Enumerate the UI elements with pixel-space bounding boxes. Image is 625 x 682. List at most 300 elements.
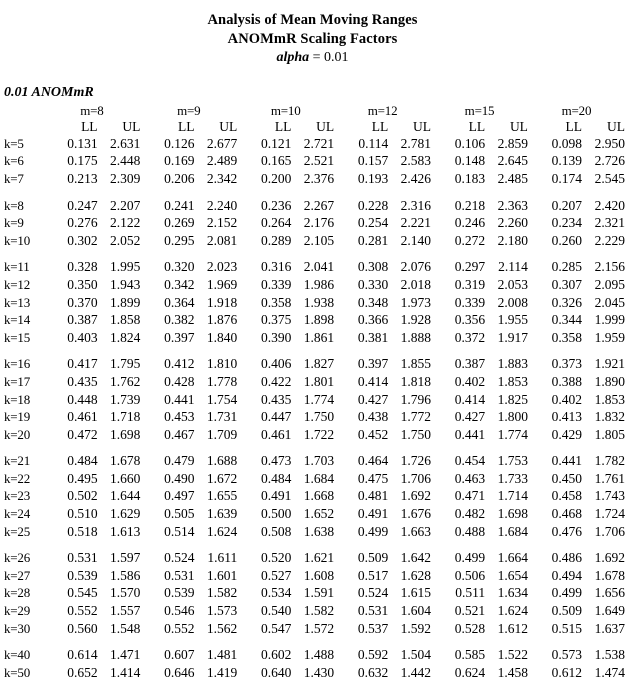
cell-k9-m10-ul: 2.176 [303,215,335,231]
cell-k17-m20-ul: 1.890 [594,373,625,389]
row-label-k11: k=11 [4,259,30,275]
row-group-spacer [4,347,625,356]
spacer-cell [4,250,625,259]
sub-header-m8-ul: UL [122,119,141,134]
cell-k28-m10-ll: 0.534 [260,585,292,601]
table-row [4,426,625,444]
cell-k11-m9-ul: 2.023 [206,259,238,275]
cell-k11-m9-ll: 0.320 [164,259,195,275]
cell-k10-m12-ll: 0.281 [357,232,389,248]
cell-k29-m15-ll: 0.521 [454,603,486,619]
cell-k21-m8-ul: 1.678 [110,453,141,469]
cell-k19-m20-ll: 0.413 [551,409,583,425]
cell-k27-m15-ul: 1.654 [497,567,528,583]
cell-k25-m15-ll: 0.488 [454,523,486,539]
cell-k9-m20-ll: 0.234 [551,215,583,231]
cell-k12-m20-ul: 2.095 [594,276,625,292]
cell-k12-m15-ll: 0.319 [454,276,486,292]
cell-k22-m8-ll: 0.495 [67,470,98,486]
sub-header-m8-ll: LL [81,119,98,134]
cell-k16-m9-ul: 1.810 [206,356,238,372]
cell-k9-m20-ul: 2.321 [594,215,625,231]
alpha-value: = 0.01 [309,50,349,66]
table-row [4,664,625,682]
group-header-m10: m=10 [270,103,301,118]
cell-k17-m15-ul: 1.853 [497,373,528,389]
cell-k14-m12-ul: 1.928 [400,312,432,328]
cell-k8-m9-ul: 2.240 [206,197,238,213]
cell-k27-m8-ul: 1.586 [110,567,141,583]
cell-k16-m20-ul: 1.921 [594,356,625,372]
sub-header-m15-ll: LL [468,119,486,134]
sub-header-m15-ul: UL [509,119,528,134]
cell-k15-m20-ll: 0.358 [551,329,583,345]
cell-k11-m12-ll: 0.308 [357,259,389,275]
cell-k20-m8-ul: 1.698 [110,426,141,442]
row-label-k18: k=18 [4,391,31,407]
row-label-k8: k=8 [4,197,24,213]
cell-k28-m8-ll: 0.545 [67,585,98,601]
table-row [4,294,625,312]
cell-k30-m20-ul: 1.637 [594,620,625,636]
cell-k24-m15-ul: 1.698 [497,506,528,522]
row-label-k9: k=9 [4,215,24,231]
table-body [4,135,625,682]
table-row [4,585,625,603]
cell-k29-m20-ll: 0.509 [551,603,583,619]
cell-k20-m10-ul: 1.722 [303,426,335,442]
cell-k21-m20-ll: 0.441 [551,453,583,469]
alpha-label: alpha [276,50,310,66]
cell-k7-m15-ll: 0.183 [454,170,486,186]
row-label-k7: k=7 [4,170,24,186]
cell-k6-m20-ll: 0.139 [551,153,583,169]
cell-k21-m8-ll: 0.484 [67,453,98,469]
sub-header-m9-ll: LL [177,119,195,134]
cell-k19-m9-ll: 0.453 [164,409,195,425]
cell-k19-m12-ll: 0.438 [357,409,389,425]
group-header-m8: m=8 [80,103,104,118]
cell-k17-m12-ul: 1.818 [400,373,432,389]
cell-k30-m20-ll: 0.515 [551,620,583,636]
cell-k16-m15-ul: 1.883 [497,356,528,372]
cell-k16-m10-ul: 1.827 [303,356,335,372]
cell-k13-m20-ul: 2.045 [594,294,625,310]
cell-k26-m9-ll: 0.524 [164,550,195,566]
spacer-cell [4,444,625,453]
cell-k26-m20-ll: 0.486 [551,550,583,566]
row-label-k25: k=25 [4,523,31,539]
cell-k21-m12-ll: 0.464 [357,453,389,469]
cell-k5-m12-ll: 0.114 [358,135,389,151]
cell-k15-m9-ul: 1.840 [206,329,238,345]
cell-k12-m10-ul: 1.986 [303,276,335,292]
cell-k25-m20-ll: 0.476 [551,523,583,539]
cell-k5-m20-ul: 2.950 [594,135,625,151]
cell-k24-m8-ll: 0.510 [67,506,98,522]
corner-cell-2 [4,119,43,135]
cell-k30-m10-ll: 0.547 [260,620,292,636]
table-row [4,276,625,294]
cell-k19-m15-ll: 0.427 [454,409,486,425]
cell-k40-m15-ll: 0.585 [454,647,486,663]
row-label-k22: k=22 [4,470,31,486]
cell-k15-m8-ul: 1.824 [110,329,141,345]
cell-k6-m9-ul: 2.489 [206,153,238,169]
cell-k24-m15-ll: 0.482 [454,506,486,522]
cell-k8-m8-ul: 2.207 [110,197,141,213]
cell-k10-m9-ll: 0.295 [164,232,195,248]
cell-k8-m12-ul: 2.316 [400,197,432,213]
cell-k30-m12-ll: 0.537 [357,620,389,636]
cell-k13-m12-ll: 0.348 [357,294,389,310]
cell-k17-m15-ll: 0.402 [454,373,486,389]
cell-k40-m20-ul: 1.538 [594,647,625,663]
table-row [4,373,625,391]
cell-k18-m15-ll: 0.414 [454,391,486,407]
cell-k20-m8-ll: 0.472 [67,426,98,442]
cell-k22-m9-ul: 1.672 [206,470,238,486]
row-label-k6: k=6 [4,153,24,169]
cell-k7-m20-ll: 0.174 [551,170,583,186]
cell-k5-m9-ul: 2.677 [206,135,238,151]
cell-k14-m8-ul: 1.858 [110,312,141,328]
row-label-k28: k=28 [4,585,31,601]
cell-k8-m20-ll: 0.207 [551,197,583,213]
cell-k24-m9-ll: 0.505 [164,506,195,522]
title-block [0,0,625,67]
table-row [4,232,625,250]
cell-k24-m12-ll: 0.491 [357,506,389,522]
cell-k18-m15-ul: 1.825 [497,391,528,407]
cell-k9-m15-ll: 0.246 [454,215,486,231]
cell-k28-m15-ll: 0.511 [455,585,486,601]
row-label-k40: k=40 [4,647,31,663]
cell-k40-m12-ul: 1.504 [400,647,432,663]
cell-k19-m15-ul: 1.800 [497,409,528,425]
cell-k30-m10-ul: 1.572 [303,620,335,636]
cell-k26-m15-ul: 1.664 [497,550,528,566]
cell-k28-m10-ul: 1.591 [303,585,335,601]
cell-k6-m10-ll: 0.165 [260,153,292,169]
cell-k13-m15-ll: 0.339 [454,294,486,310]
cell-k5-m15-ul: 2.859 [497,135,528,151]
cell-k27-m9-ul: 1.601 [206,567,238,583]
cell-k16-m12-ul: 1.855 [400,356,432,372]
cell-k7-m10-ll: 0.200 [260,170,292,186]
cell-k25-m12-ll: 0.499 [357,523,389,539]
cell-k21-m15-ul: 1.753 [497,453,528,469]
row-label-k13: k=13 [4,294,31,310]
cell-k19-m10-ll: 0.447 [260,409,292,425]
cell-k22-m9-ll: 0.490 [164,470,195,486]
table-row [4,505,625,523]
cell-k15-m9-ll: 0.397 [164,329,195,345]
cell-k24-m12-ul: 1.676 [400,506,432,522]
row-group-spacer [4,540,625,549]
cell-k18-m9-ul: 1.754 [206,391,238,407]
cell-k9-m15-ul: 2.260 [497,215,528,231]
cell-k23-m10-ll: 0.491 [260,488,292,504]
cell-k16-m15-ll: 0.387 [454,356,486,372]
row-group-spacer [4,250,625,259]
cell-k18-m8-ll: 0.448 [67,391,98,407]
anommr-scaling-factors-table [4,103,625,682]
group-header-m15: m=15 [464,103,495,118]
cell-k23-m9-ul: 1.655 [206,488,238,504]
cell-k14-m10-ul: 1.898 [303,312,335,328]
table-row [4,453,625,471]
cell-k6-m15-ll: 0.148 [454,153,486,169]
cell-k10-m12-ul: 2.140 [400,232,432,248]
cell-k16-m8-ul: 1.795 [110,356,141,372]
cell-k17-m9-ll: 0.428 [164,373,195,389]
sub-header-m10-ll: LL [274,119,292,134]
row-label-k50: k=50 [4,664,31,680]
row-label-k21: k=21 [4,453,31,469]
row-label-k10: k=10 [4,232,31,248]
cell-k20-m15-ul: 1.774 [497,426,528,442]
cell-k14-m9-ll: 0.382 [164,312,195,328]
cell-k15-m10-ll: 0.390 [260,329,292,345]
table-row [4,602,625,620]
section-label: 0.01 ANOMmR [4,85,94,100]
cell-k19-m8-ul: 1.718 [110,409,141,425]
cell-k27-m8-ll: 0.539 [67,567,98,583]
cell-k7-m12-ll: 0.193 [357,170,389,186]
cell-k19-m12-ul: 1.772 [400,409,432,425]
table-row [4,620,625,638]
table-row [4,356,625,374]
cell-k25-m10-ll: 0.508 [260,523,292,539]
row-label-k15: k=15 [4,329,31,345]
cell-k10-m10-ul: 2.105 [303,232,335,248]
cell-k11-m10-ll: 0.316 [260,259,292,275]
document-title-line-2: ANOMmR Scaling Factors [227,30,398,47]
table-row [4,311,625,329]
cell-k40-m8-ll: 0.614 [67,647,98,663]
cell-k17-m10-ul: 1.801 [303,373,335,389]
cell-k13-m8-ll: 0.370 [67,294,98,310]
spacer-cell [4,637,625,646]
cell-k24-m10-ll: 0.500 [260,506,292,522]
cell-k13-m12-ul: 1.973 [400,294,432,310]
row-label-k23: k=23 [4,488,31,504]
cell-k28-m8-ul: 1.570 [110,585,141,601]
table-row [4,646,625,664]
cell-k27-m9-ll: 0.531 [164,567,195,583]
cell-k13-m10-ul: 1.938 [303,294,335,310]
cell-k17-m20-ll: 0.388 [551,373,583,389]
cell-k26-m8-ul: 1.597 [110,550,141,566]
cell-k21-m9-ul: 1.688 [206,453,238,469]
table-row [4,523,625,541]
cell-k27-m20-ul: 1.678 [594,567,625,583]
cell-k18-m20-ul: 1.853 [594,391,625,407]
cell-k26-m12-ul: 1.642 [400,550,432,566]
cell-k29-m20-ul: 1.649 [594,603,625,619]
cell-k19-m20-ul: 1.832 [594,409,625,425]
cell-k8-m8-ll: 0.247 [67,197,98,213]
cell-k18-m10-ul: 1.774 [303,391,335,407]
cell-k26-m20-ul: 1.692 [594,550,625,566]
cell-k14-m20-ul: 1.999 [594,312,625,328]
cell-k13-m10-ll: 0.358 [260,294,292,310]
cell-k17-m10-ll: 0.422 [260,373,292,389]
cell-k11-m15-ll: 0.297 [454,259,486,275]
cell-k30-m8-ul: 1.548 [110,620,141,636]
cell-k20-m9-ll: 0.467 [164,426,195,442]
cell-k6-m12-ll: 0.157 [357,153,389,169]
cell-k7-m8-ll: 0.213 [67,170,98,186]
cell-k22-m12-ul: 1.706 [400,470,432,486]
cell-k10-m8-ul: 2.052 [110,232,141,248]
cell-k11-m10-ul: 2.041 [303,259,335,275]
cell-k17-m8-ul: 1.762 [110,373,141,389]
cell-k27-m12-ll: 0.517 [357,567,389,583]
cell-k25-m9-ll: 0.514 [164,523,195,539]
cell-k21-m12-ul: 1.726 [400,453,432,469]
sub-header-m12-ll: LL [371,119,389,134]
table-row [4,197,625,215]
cell-k13-m8-ul: 1.899 [110,294,141,310]
sub-header-m20-ll: LL [565,119,583,134]
cell-k15-m8-ll: 0.403 [67,329,98,345]
cell-k14-m8-ll: 0.387 [67,312,98,328]
cell-k50-m8-ll: 0.652 [67,664,98,680]
row-label-k14: k=14 [4,312,31,328]
cell-k13-m15-ul: 2.008 [497,294,528,310]
cell-k16-m10-ll: 0.406 [260,356,292,372]
table-row [4,549,625,567]
cell-k28-m9-ll: 0.539 [164,585,195,601]
cell-k23-m15-ll: 0.471 [454,488,486,504]
cell-k28-m9-ul: 1.582 [206,585,238,601]
cell-k15-m10-ul: 1.861 [303,329,335,345]
cell-k50-m15-ll: 0.624 [454,664,486,680]
cell-k30-m15-ll: 0.528 [454,620,486,636]
cell-k25-m15-ul: 1.684 [497,523,528,539]
group-header-row [4,103,625,119]
cell-k9-m10-ll: 0.264 [260,215,292,231]
cell-k14-m15-ll: 0.356 [454,312,486,328]
cell-k27-m20-ll: 0.494 [551,567,583,583]
cell-k23-m12-ll: 0.481 [357,488,389,504]
cell-k23-m20-ll: 0.458 [551,488,583,504]
cell-k25-m8-ul: 1.613 [110,523,141,539]
document-title-line-1: Analysis of Mean Moving Ranges [207,12,418,28]
cell-k6-m8-ll: 0.175 [67,153,98,169]
cell-k15-m15-ul: 1.917 [497,329,528,345]
cell-k40-m9-ll: 0.607 [164,647,195,663]
cell-k12-m12-ul: 2.018 [400,276,432,292]
cell-k12-m9-ul: 1.969 [206,276,238,292]
cell-k6-m12-ul: 2.583 [400,153,432,169]
cell-k16-m20-ll: 0.373 [551,356,583,372]
row-label-k20: k=20 [4,426,31,442]
cell-k14-m9-ul: 1.876 [206,312,238,328]
cell-k26-m9-ul: 1.611 [207,550,238,566]
cell-k25-m9-ul: 1.624 [206,523,238,539]
cell-k23-m15-ul: 1.714 [497,488,528,504]
cell-k27-m10-ll: 0.527 [260,567,292,583]
cell-k50-m12-ll: 0.632 [357,664,389,680]
cell-k12-m20-ll: 0.307 [551,276,583,292]
cell-k40-m8-ul: 1.471 [110,647,141,663]
cell-k5-m9-ll: 0.126 [164,135,195,151]
cell-k24-m20-ll: 0.468 [551,506,583,522]
cell-k50-m12-ul: 1.442 [400,664,432,680]
cell-k14-m10-ll: 0.375 [260,312,292,328]
cell-k11-m12-ul: 2.076 [400,259,432,275]
cell-k9-m8-ll: 0.276 [67,215,98,231]
cell-k10-m9-ul: 2.081 [206,232,238,248]
cell-k25-m12-ul: 1.663 [400,523,432,539]
cell-k12-m12-ll: 0.330 [357,276,389,292]
cell-k12-m8-ul: 1.943 [110,276,141,292]
row-group-spacer [4,444,625,453]
cell-k23-m20-ul: 1.743 [594,488,625,504]
row-label-k24: k=24 [4,506,31,522]
cell-k11-m8-ul: 1.995 [110,259,141,275]
row-label-k27: k=27 [4,567,31,583]
cell-k19-m8-ll: 0.461 [67,409,98,425]
cell-k19-m10-ul: 1.750 [303,409,335,425]
row-label-k17: k=17 [4,373,31,389]
cell-k11-m15-ul: 2.114 [498,259,528,275]
row-label-k5: k=5 [4,135,24,151]
cell-k7-m9-ul: 2.342 [206,170,238,186]
cell-k15-m12-ll: 0.381 [357,329,389,345]
cell-k27-m15-ll: 0.506 [454,567,486,583]
cell-k20-m10-ll: 0.461 [260,426,292,442]
cell-k16-m9-ll: 0.412 [164,356,195,372]
cell-k8-m15-ul: 2.363 [497,197,528,213]
cell-k29-m8-ul: 1.557 [110,603,141,619]
cell-k22-m20-ul: 1.761 [594,470,625,486]
cell-k16-m12-ll: 0.397 [357,356,389,372]
cell-k30-m9-ll: 0.552 [164,620,195,636]
cell-k17-m12-ll: 0.414 [357,373,389,389]
cell-k26-m15-ll: 0.499 [454,550,486,566]
cell-k20-m9-ul: 1.709 [206,426,238,442]
group-header-m12: m=12 [367,103,398,118]
cell-k11-m20-ul: 2.156 [594,259,625,275]
cell-k6-m20-ul: 2.726 [594,153,625,169]
cell-k23-m9-ll: 0.497 [164,488,195,504]
cell-k27-m10-ul: 1.608 [303,567,335,583]
cell-k9-m12-ul: 2.221 [400,215,432,231]
table-row [4,567,625,585]
cell-k29-m12-ll: 0.531 [357,603,389,619]
cell-k24-m20-ul: 1.724 [594,506,625,522]
table-row [4,259,625,277]
cell-k20-m20-ul: 1.805 [594,426,625,442]
cell-k15-m15-ll: 0.372 [454,329,486,345]
cell-k5-m8-ll: 0.131 [67,135,98,151]
cell-k25-m10-ul: 1.638 [303,523,335,539]
cell-k9-m9-ul: 2.152 [206,215,238,231]
cell-k18-m9-ll: 0.441 [164,391,195,407]
cell-k8-m20-ul: 2.420 [594,197,625,213]
group-header-m9: m=9 [177,103,201,118]
cell-k13-m9-ul: 1.918 [206,294,238,310]
cell-k24-m10-ul: 1.652 [303,506,335,522]
cell-k6-m8-ul: 2.448 [110,153,141,169]
cell-k7-m15-ul: 2.485 [497,170,528,186]
cell-k50-m8-ul: 1.414 [110,664,141,680]
cell-k20-m12-ll: 0.452 [357,426,389,442]
